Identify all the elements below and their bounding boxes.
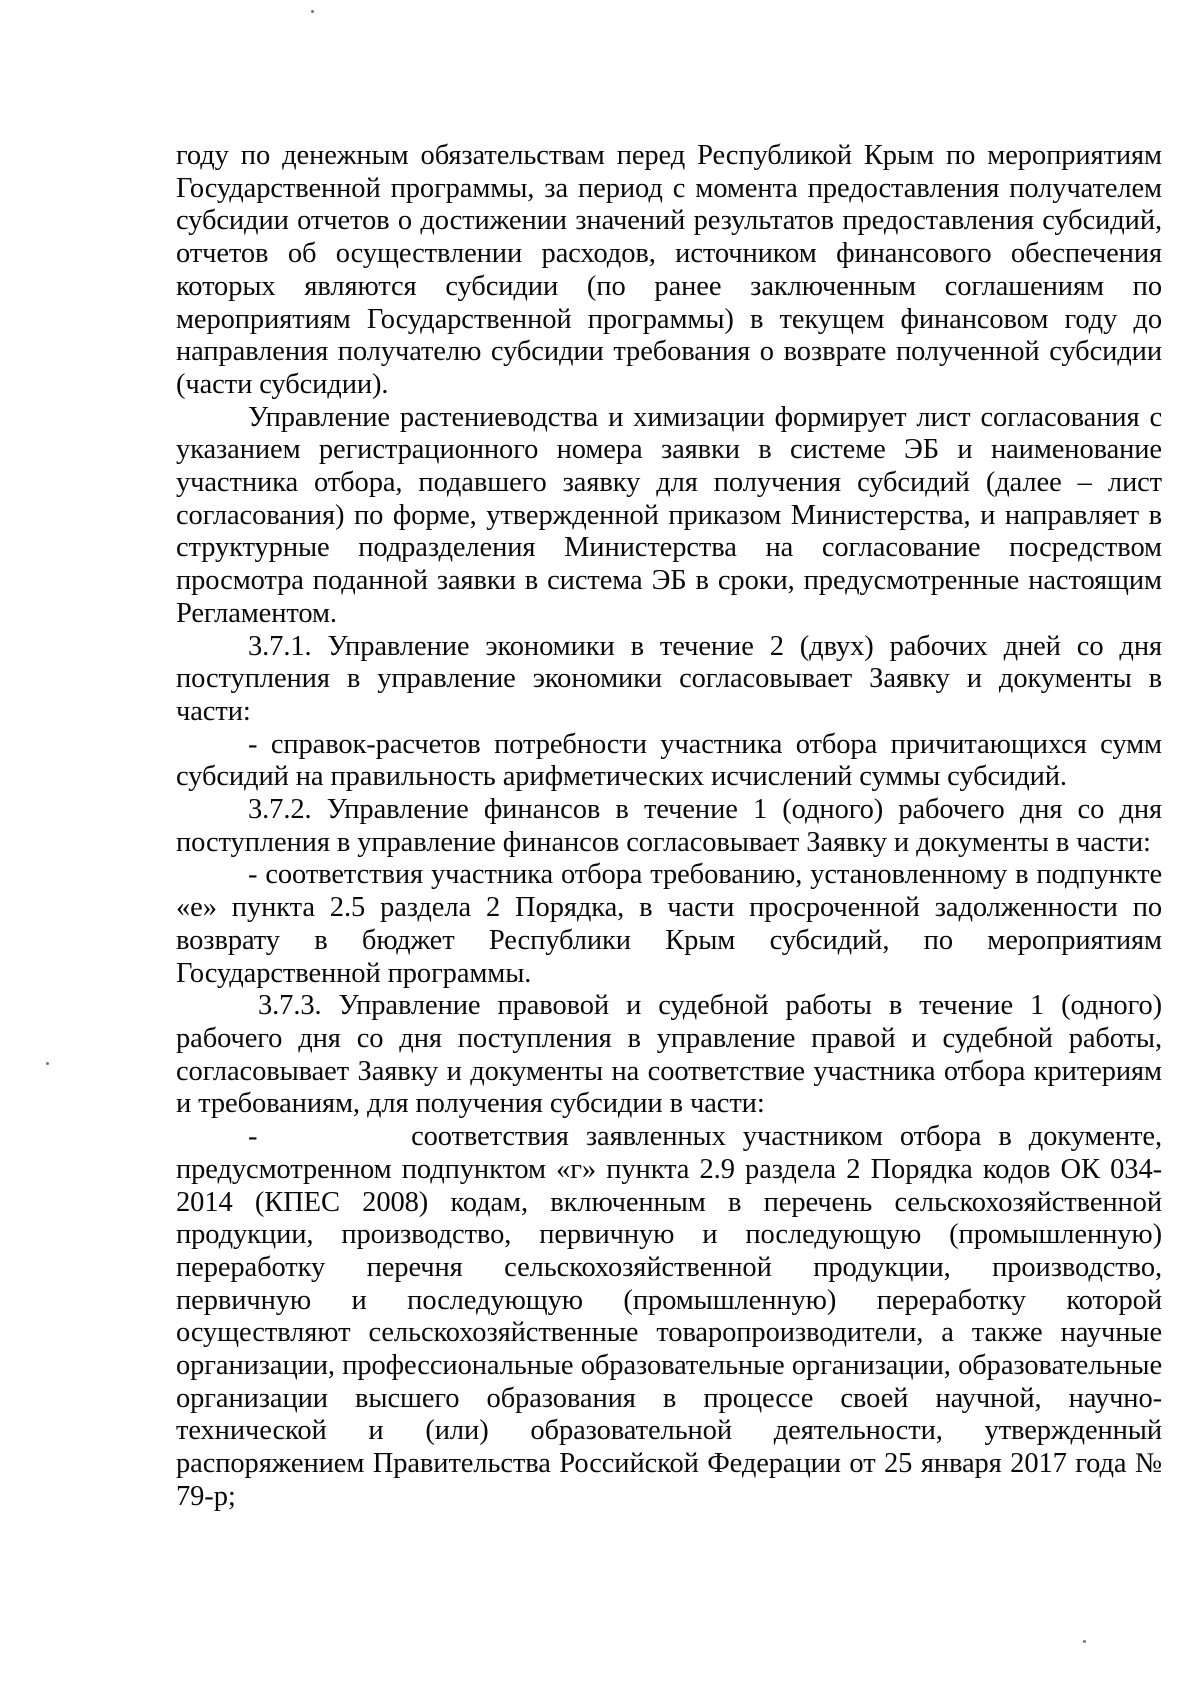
paragraph-continuation: году по денежным обязательствам перед Республикой Крым по мероприятиям Государственной программы, за период с момента предоставления получателем субсидии отчетов о достижении значений результатов предоставления субсидий, отчетов об осуществлении расходов, источником финансового обеспечения которых являются субсидии (по ранее заключенным соглашениям по мероприятиям Государственной программы) в текущем финансовом году до направления получателю субсидии требования о возврате полученной субсидии (части субсидии). [176,140,1162,400]
document-body [176,140,1162,1514]
scan-speck [311,10,314,13]
paragraph-approval-sheet: Управление растениеводства и химизации формирует лист согласования с указанием регистрационного номера заявки в системе ЭБ и наименование участника отбора, подавшего заявку для получения субсидий (далее – лист согласования) по форме, утвержденной приказом Министерства, и направляет в структурные подразделения Министерства на согласование посредством просмотра поданной заявки в система ЭБ в сроки, предусмотренные настоящим Регламентом. [176,401,1162,629]
list-item-debt-requirement: - соответствия участника отбора требованию, установленному в подпункте «е» пункта 2.5 раздела 2 Порядка, в части просроченной задолженности по возврату в бюджет Республики Крым субсидий, по мероприятиям Государственной программы. [176,859,1162,989]
paragraph-3-7-2: 3.7.2. Управление финансов в течение 1 (одного) рабочего дня со дня поступления в управление финансов согласовывает Заявку и документы в части: [176,794,1162,858]
list-item-okpd-codes: - соответствия заявленных участником отбора в документе, предусмотренном подпунктом «г» пункта 2.9 раздела 2 Порядка кодов ОК 034-2014 (КПЕС 2008) кодам, включенным в перечень сельскохозяйственной продукции, производство, первичную и последующую (промышленную) переработку перечня сельскохозяйственной продукции, производство, первичную и последующую (промышленную) переработку которой осуществляют сельскохозяйственные товаропроизводители, а также научные организации, профессиональные образовательные организации, образовательные организации высшего образования в процессе своей научной, научно-технической и (или) образовательной деятельности, утвержденный распоряжением Правительства Российской Федерации от 25 января 2017 года № 79-р; [176,1121,1162,1512]
scan-speck [1083,1640,1086,1643]
list-item-calculations: - справок-расчетов потребности участника отбора причитающихся сумм субсидий на правильность арифметических исчислений суммы субсидий. [176,728,1162,793]
scan-speck [46,1062,49,1065]
paragraph-3-7-3: 3.7.3. Управление правовой и судебной работы в течение 1 (одного) рабочего дня со дня поступления в управление правой и судебной работы, согласовывает Заявку и документы на соответствие участника отбора критериям и требованиям, для получения субсидии в части: [176,990,1162,1120]
paragraph-3-7-1: 3.7.1. Управление экономики в течение 2 (двух) рабочих дней со дня поступления в управление экономики согласовывает Заявку и документы в части: [176,630,1162,727]
